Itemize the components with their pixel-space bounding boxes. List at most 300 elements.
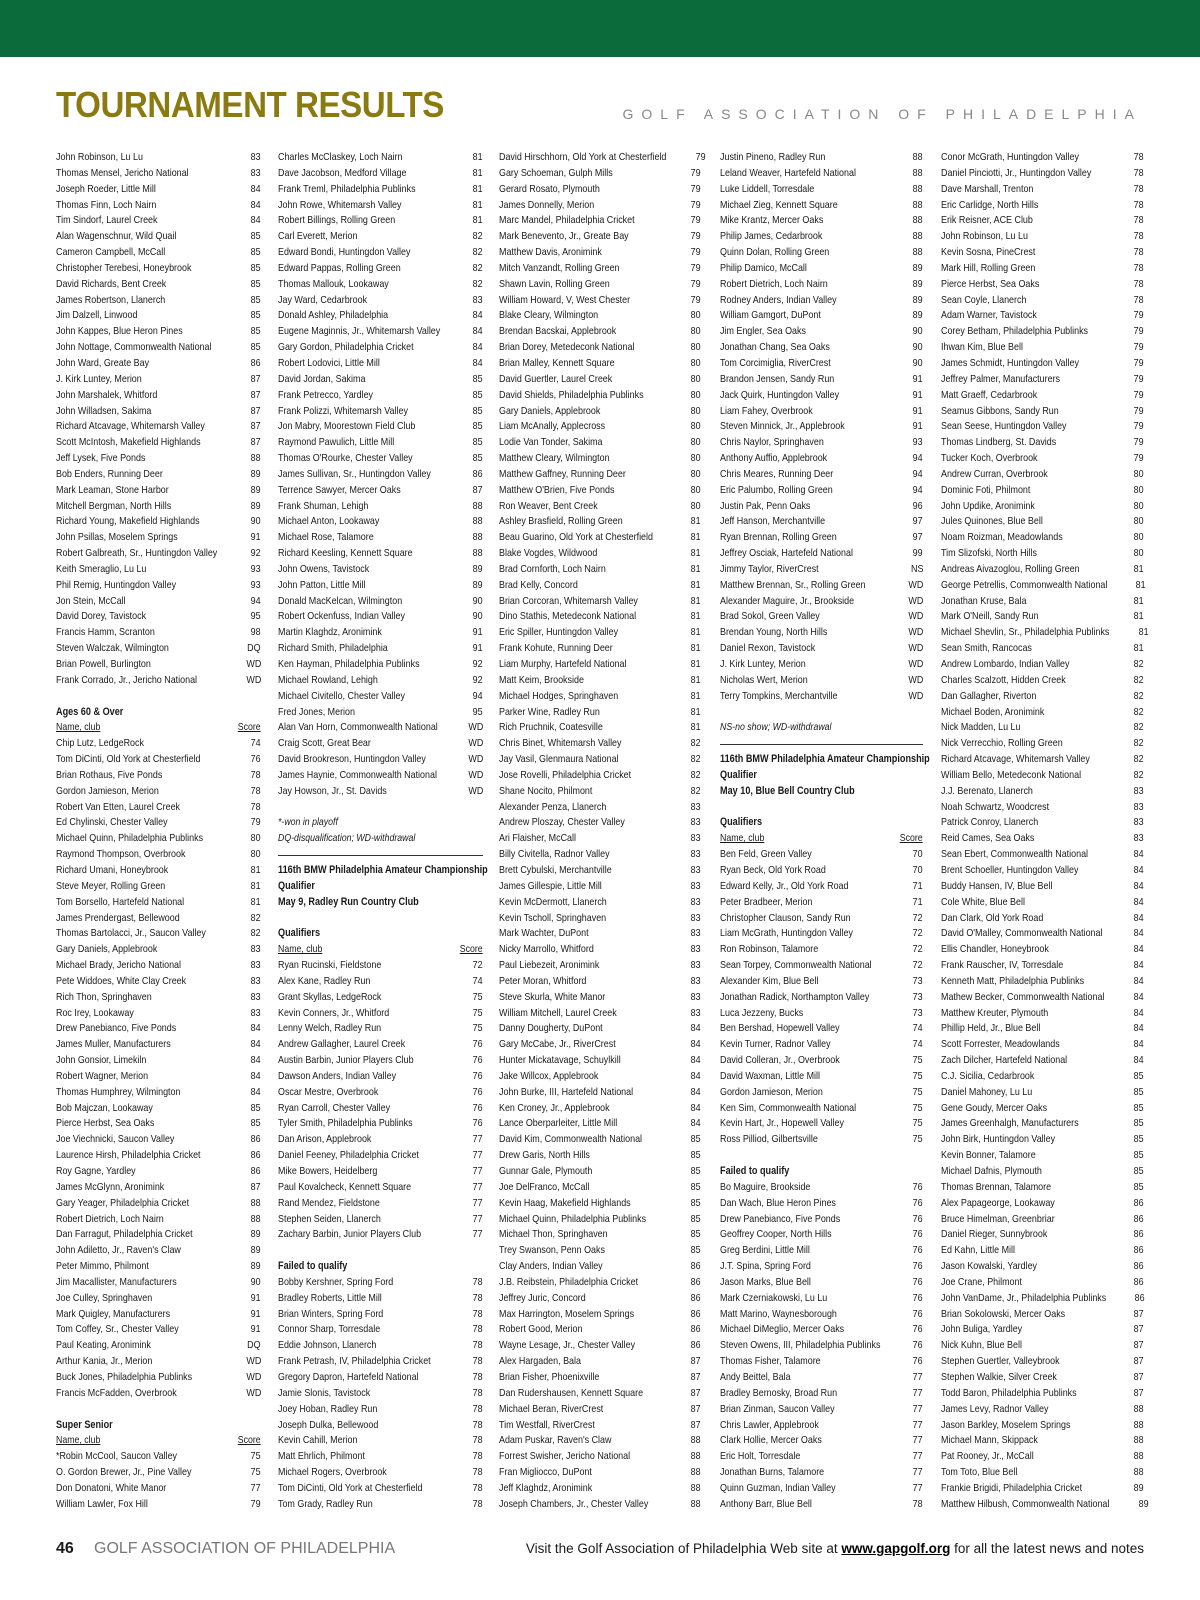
result-row	[278, 1212, 483, 1228]
player-score: 76	[913, 1276, 923, 1288]
result-row	[941, 308, 1144, 324]
player-name-club: Richard Young, Makefield Highlands	[56, 516, 200, 528]
player-score: 89	[251, 1261, 261, 1273]
player-score: 77	[913, 1451, 923, 1463]
player-name-club: Gary Yeager, Philadelphia Cricket	[56, 1197, 190, 1209]
legend-note-text: NS-no show; WD-withdrawal	[720, 722, 832, 734]
player-name-club: Brian Malley, Kennett Square	[499, 357, 615, 369]
result-row	[941, 879, 1144, 895]
player-score: 85	[1134, 1150, 1144, 1162]
result-row	[941, 1227, 1144, 1243]
player-score: 89	[913, 294, 923, 306]
result-row	[499, 752, 701, 768]
result-row	[499, 1259, 701, 1275]
result-row	[278, 784, 483, 800]
results-column-4	[720, 150, 930, 1513]
result-row	[720, 594, 923, 610]
result-row	[499, 625, 701, 641]
results-column-5	[941, 150, 1149, 1513]
player-score: 81	[691, 516, 701, 528]
player-score: 90	[251, 1276, 261, 1288]
player-score: 88	[1134, 1419, 1144, 1431]
column-header	[720, 831, 923, 847]
player-name-club: Thomas Bartolacci, Jr., Saucon Valley	[56, 928, 206, 940]
result-row	[499, 1101, 701, 1117]
result-row	[499, 562, 701, 578]
player-score: 87	[691, 1371, 701, 1383]
player-name-club: Alan Wagenschnur, Wild Quail	[56, 231, 177, 243]
player-score: 78	[1134, 199, 1144, 211]
player-name-club: Mark Quigley, Manufacturers	[56, 1308, 171, 1320]
result-row	[499, 942, 701, 958]
player-score: 72	[913, 912, 923, 924]
result-row	[278, 1465, 483, 1481]
result-row	[720, 673, 923, 689]
player-score: 94	[913, 468, 923, 480]
player-name-club: Jeffrey Osciak, Hartefeld National	[720, 548, 853, 560]
player-name-club: Frank Petrecco, Yardley	[278, 389, 374, 401]
player-name-club: Steven Owens, III, Philadelphia Publinks	[720, 1340, 881, 1352]
player-score: 88	[473, 500, 483, 512]
section-heading	[278, 879, 483, 895]
player-score: 78	[473, 1292, 483, 1304]
player-score: 86	[1134, 1229, 1144, 1241]
player-name-club: Joseph Chambers, Jr., Chester Valley	[499, 1498, 649, 1510]
player-name-club: Beau Guarino, Old York at Chesterfield	[499, 532, 653, 544]
player-score: 83	[691, 896, 701, 908]
player-score: 85	[691, 1181, 701, 1193]
result-row	[56, 166, 261, 182]
player-score: 84	[251, 199, 261, 211]
player-name-club: Brian Winters, Spring Ford	[278, 1308, 384, 1320]
player-name-club: Patrick Conroy, Llanerch	[941, 817, 1039, 829]
player-name-club: Steve Meyer, Rolling Green	[56, 880, 166, 892]
result-row	[720, 1085, 923, 1101]
player-score: 83	[691, 960, 701, 972]
result-row	[720, 213, 923, 229]
player-score: 94	[251, 595, 261, 607]
result-row	[499, 990, 701, 1006]
column-header-score: Score	[460, 944, 483, 956]
result-row	[278, 1402, 483, 1418]
player-name-club: Marc Mandel, Philadelphia Cricket	[499, 215, 635, 227]
player-score: 82	[473, 231, 483, 243]
result-row	[278, 689, 483, 705]
player-name-club: James Sullivan, Sr., Huntingdon Valley	[278, 468, 431, 480]
player-name-club: Jeffrey Palmer, Manufacturers	[941, 373, 1061, 385]
player-score: WD	[908, 674, 923, 686]
player-name-club: Luke Liddell, Torresdale	[720, 183, 815, 195]
result-row	[720, 1116, 923, 1132]
player-score: WD	[468, 754, 483, 766]
result-row	[499, 1037, 701, 1053]
player-score: 76	[473, 1118, 483, 1130]
result-row	[56, 641, 261, 657]
player-name-club: Pierce Herbst, Sea Oaks	[941, 278, 1040, 290]
result-row	[499, 1164, 701, 1180]
player-score: 79	[691, 167, 701, 179]
player-name-club: Mathew Becker, Commonwealth National	[941, 991, 1105, 1003]
player-name-club: Justin Pineno, Radley Run	[720, 152, 826, 163]
player-score: 85	[691, 1213, 701, 1225]
player-name-club: Peter Mimmo, Philmont	[56, 1261, 149, 1273]
player-score: 78	[473, 1419, 483, 1431]
player-score: 88	[913, 231, 923, 243]
player-score: 91	[913, 389, 923, 401]
result-row	[720, 514, 923, 530]
player-score: 79	[691, 278, 701, 290]
player-name-club: Jay Howson, Jr., St. Davids	[278, 785, 387, 797]
player-name-club: Sean Ebert, Commonwealth National	[941, 849, 1089, 861]
player-name-club: David Dorey, Tavistock	[56, 611, 147, 623]
result-row	[278, 1322, 483, 1338]
result-row	[278, 340, 483, 356]
player-name-club: Richard Keesling, Kennett Square	[278, 548, 413, 560]
website-link[interactable]: www.gapgolf.org	[841, 1541, 951, 1556]
player-score: 78	[1134, 231, 1144, 243]
player-name-club: Andy Beittel, Bala	[720, 1371, 791, 1383]
player-score: 88	[473, 516, 483, 528]
result-row	[56, 451, 261, 467]
player-name-club: Jim Dalzell, Linwood	[56, 310, 138, 322]
result-row	[278, 1291, 483, 1307]
player-score: 79	[1134, 437, 1144, 449]
player-score: 86	[691, 1292, 701, 1304]
player-name-club: Robert Van Etten, Laurel Creek	[56, 801, 181, 813]
result-row	[56, 1101, 261, 1117]
player-name-club: Brian Rothaus, Five Ponds	[56, 769, 163, 781]
result-row	[720, 499, 923, 515]
player-score: 83	[691, 864, 701, 876]
player-score: 81	[473, 167, 483, 179]
result-row	[720, 324, 923, 340]
player-score: 86	[691, 1308, 701, 1320]
result-row	[56, 388, 261, 404]
player-name-club: Dino Stathis, Metedeconk National	[499, 611, 637, 623]
result-row	[720, 1370, 923, 1386]
result-row	[56, 815, 261, 831]
result-row	[56, 752, 261, 768]
player-name-club: Brandon Jensen, Sandy Run	[720, 373, 835, 385]
player-score: NS	[910, 563, 923, 575]
result-row	[56, 1148, 261, 1164]
page-title: TOURNAMENT RESULTS	[56, 84, 444, 125]
player-name-club: Gary Schoeman, Gulph Mills	[499, 167, 613, 179]
player-name-club: Andrew Ploszay, Chester Valley	[499, 817, 625, 829]
result-row	[499, 926, 701, 942]
result-row	[278, 467, 483, 483]
result-row	[720, 277, 923, 293]
page-number: 46	[56, 1540, 74, 1557]
result-row	[499, 1370, 701, 1386]
player-name-club: Clay Anders, Indian Valley	[499, 1261, 603, 1273]
player-score: 77	[913, 1387, 923, 1399]
player-score: 80	[251, 833, 261, 845]
player-name-club: Tom Corcimiglia, RiverCrest	[720, 357, 831, 369]
result-row	[56, 245, 261, 261]
player-name-club: Michael Thon, Springhaven	[499, 1229, 608, 1241]
player-score: 88	[691, 1498, 701, 1510]
result-row	[499, 863, 701, 879]
result-row	[278, 277, 483, 293]
player-name-club: Mike Krantz, Mercer Oaks	[720, 215, 824, 227]
result-row	[56, 340, 261, 356]
player-score: 82	[473, 262, 483, 274]
player-score: 83	[251, 960, 261, 972]
section-heading	[278, 926, 483, 942]
player-score: 92	[473, 659, 483, 670]
result-row	[499, 1116, 701, 1132]
player-name-club: Thomas Mallouk, Lookaway	[278, 278, 389, 290]
result-row	[278, 705, 483, 721]
player-score: 76	[913, 1229, 923, 1241]
player-name-club: Daniel Pinciotti, Jr., Huntingdon Valley	[941, 167, 1092, 179]
result-row	[499, 308, 701, 324]
player-score: 80	[691, 500, 701, 512]
result-row	[720, 293, 923, 309]
player-score: 88	[473, 548, 483, 560]
player-score: 73	[913, 975, 923, 987]
player-score: 84	[1134, 944, 1144, 956]
player-name-club: James Gillespie, Little Mill	[499, 880, 602, 892]
result-row	[278, 150, 483, 166]
result-row	[499, 404, 701, 420]
result-row	[56, 784, 261, 800]
player-score: 76	[473, 1070, 483, 1082]
player-score: 84	[473, 326, 483, 338]
player-score: WD	[246, 674, 261, 686]
player-score: 81	[1134, 611, 1144, 623]
player-score: 84	[1134, 960, 1144, 972]
result-row	[56, 1307, 261, 1323]
player-score: 84	[691, 1039, 701, 1051]
player-score: 85	[1134, 1181, 1144, 1193]
player-name-club: Joe Culley, Springhaven	[56, 1292, 153, 1304]
player-score: 76	[473, 1102, 483, 1114]
result-row	[499, 768, 701, 784]
player-score: 86	[1134, 1197, 1144, 1209]
player-score: 80	[691, 453, 701, 465]
result-row	[941, 1307, 1144, 1323]
result-row	[56, 1465, 261, 1481]
footer-visit-text	[526, 1541, 1144, 1556]
result-row	[278, 182, 483, 198]
result-row	[941, 974, 1144, 990]
player-name-club: Robert Galbreath, Sr., Huntingdon Valley	[56, 548, 218, 560]
player-name-club: William Lawler, Fox Hill	[56, 1498, 148, 1510]
player-name-club: Dan Rudershausen, Kennett Square	[499, 1387, 644, 1399]
player-score: 75	[913, 1102, 923, 1114]
result-row	[941, 1449, 1144, 1465]
section-heading	[720, 768, 923, 784]
player-name-club: Brian Dorey, Metedeconk National	[499, 342, 635, 354]
player-score: 82	[1134, 769, 1144, 781]
player-name-club: Steven Walczak, Wilmington	[56, 643, 169, 655]
player-name-club: John Marshalek, Whitford	[56, 389, 158, 401]
player-name-club: David O'Malley, Commonwealth National	[941, 928, 1103, 940]
result-row	[56, 150, 261, 166]
result-row	[278, 1418, 483, 1434]
player-name-club: Nicky Marrollo, Whitford	[499, 944, 594, 956]
player-name-club: Ken Hayman, Philadelphia Publinks	[278, 659, 420, 670]
player-name-club: Parker Wine, Radley Run	[499, 706, 600, 718]
result-row	[941, 388, 1144, 404]
result-row	[278, 419, 483, 435]
result-row	[499, 372, 701, 388]
section-heading-text: 116th BMW Philadelphia Amateur Championship	[278, 863, 488, 876]
player-score: 76	[913, 1181, 923, 1193]
result-row	[720, 261, 923, 277]
result-row	[499, 1449, 701, 1465]
result-row	[720, 404, 923, 420]
player-name-club: Jim Engler, Sea Oaks	[720, 326, 806, 338]
result-row	[720, 372, 923, 388]
result-row	[941, 1433, 1144, 1449]
result-row	[278, 166, 483, 182]
player-name-club: Paul Kovalcheck, Kennett Square	[278, 1181, 412, 1193]
player-score: 82	[1134, 738, 1144, 750]
result-row	[720, 1180, 923, 1196]
player-score: 81	[251, 896, 261, 908]
player-score: 80	[691, 437, 701, 449]
player-name-club: Donald MacKelcan, Wilmington	[278, 595, 403, 607]
player-name-club: Nick Kuhn, Blue Bell	[941, 1340, 1022, 1352]
result-row	[720, 1465, 923, 1481]
player-name-club: Eugene Maginnis, Jr., Whitemarsh Valley	[278, 326, 441, 338]
player-score: 82	[251, 912, 261, 924]
player-name-club: Bradley Bernosky, Broad Run	[720, 1387, 838, 1399]
result-row	[941, 1275, 1144, 1291]
result-row	[278, 1132, 483, 1148]
player-score: 79	[691, 231, 701, 243]
player-score: 87	[1134, 1356, 1144, 1368]
result-row	[56, 1338, 261, 1354]
player-score: 90	[913, 326, 923, 338]
player-score: 76	[251, 754, 261, 766]
player-score: 79	[691, 183, 701, 195]
player-name-club: Brian Fisher, Phoenixville	[499, 1371, 600, 1383]
player-score: 84	[473, 310, 483, 322]
result-row	[941, 673, 1144, 689]
player-score: 79	[1134, 310, 1144, 322]
section-heading-text: May 10, Blue Bell Country Club	[720, 784, 855, 797]
result-row	[941, 1354, 1144, 1370]
section-heading	[278, 863, 488, 879]
player-name-club: Mitch Vanzandt, Rolling Green	[499, 262, 620, 274]
player-score: 76	[913, 1245, 923, 1257]
player-name-club: Kevin Sosna, PineCrest	[941, 247, 1036, 259]
player-score: 75	[251, 1451, 261, 1463]
player-score: 85	[1134, 1086, 1144, 1098]
player-score: 88	[913, 215, 923, 227]
player-score: 75	[913, 1055, 923, 1067]
player-score: 77	[913, 1371, 923, 1383]
result-row	[56, 1164, 261, 1180]
column-header-name: Name, club	[56, 1435, 101, 1447]
player-name-club: Ryan Beck, Old York Road	[720, 864, 826, 876]
player-name-club: Tom DiCinti, Old York at Chesterfield	[56, 754, 201, 766]
result-row	[941, 784, 1144, 800]
player-name-club: Daniel Rexon, Tavistock	[720, 643, 816, 655]
result-row	[278, 261, 483, 277]
result-row	[720, 435, 923, 451]
player-name-club: Shawn Lavin, Rolling Green	[499, 278, 610, 290]
result-row	[56, 1370, 261, 1386]
player-score: 84	[1134, 849, 1144, 861]
player-score: 89	[251, 484, 261, 496]
result-row	[941, 1402, 1144, 1418]
player-name-club: Joseph Dulka, Bellewood	[278, 1419, 379, 1431]
player-name-club: John Owens, Tavistock	[278, 563, 370, 575]
page-footer	[56, 1540, 1144, 1564]
player-score: 77	[473, 1213, 483, 1225]
section-heading	[56, 1418, 261, 1434]
player-score: 83	[691, 912, 701, 924]
result-row	[56, 1497, 261, 1513]
player-score: 82	[1134, 722, 1144, 734]
player-name-club: John Nottage, Commonwealth National	[56, 342, 212, 354]
result-row	[499, 594, 701, 610]
player-score: 89	[251, 500, 261, 512]
result-row	[499, 641, 701, 657]
result-row	[941, 150, 1144, 166]
player-score: 78	[251, 769, 261, 781]
result-row	[941, 641, 1144, 657]
player-score: 79	[1134, 453, 1144, 465]
player-score: 83	[691, 849, 701, 861]
player-name-club: Frank Shuman, Lehigh	[278, 500, 369, 512]
player-name-club: Daniel Rieger, Sunnybrook	[941, 1229, 1048, 1241]
player-name-club: Michael Rose, Talamore	[278, 532, 374, 544]
player-name-club: Philip James, Cedarbrook	[720, 231, 823, 243]
result-row	[499, 198, 701, 214]
player-score: 74	[251, 738, 261, 750]
result-row	[278, 1164, 483, 1180]
player-name-club: Matt Graeff, Cedarbrook	[941, 389, 1038, 401]
result-row	[56, 324, 261, 340]
player-name-club: Joe DelFranco, McCall	[499, 1181, 590, 1193]
player-score: WD	[468, 738, 483, 750]
player-score: 87	[251, 405, 261, 417]
player-score: 85	[251, 247, 261, 259]
result-row	[278, 1069, 483, 1085]
result-row	[499, 1275, 701, 1291]
result-row	[56, 530, 261, 546]
player-name-club: Gary McCabe, Jr., RiverCrest	[499, 1039, 616, 1051]
footer-visit-pre: Visit the Golf Association of Philadelphia Web site at	[525, 1541, 838, 1556]
player-score: 86	[1134, 1261, 1144, 1273]
player-score: 83	[251, 1007, 261, 1019]
result-row	[941, 1481, 1144, 1497]
player-score: 75	[473, 991, 483, 1003]
player-name-club: Reid Cames, Sea Oaks	[941, 833, 1035, 845]
player-score: 74	[473, 975, 483, 987]
player-score: 80	[691, 373, 701, 385]
player-score: 80	[691, 342, 701, 354]
spacer	[56, 689, 261, 705]
player-name-club: Michael Dafnis, Plymouth	[941, 1166, 1042, 1177]
player-name-club: Michael Quinn, Philadelphia Publinks	[56, 833, 204, 845]
result-row	[499, 261, 701, 277]
player-name-club: Kevin Turner, Radnor Valley	[720, 1039, 831, 1051]
player-name-club: Phillip Held, Jr., Blue Bell	[941, 1023, 1041, 1035]
player-score: 85	[473, 373, 483, 385]
player-name-club: Tom Toto, Blue Bell	[941, 1467, 1018, 1479]
player-name-club: Daniel Mahoney, Lu Lu	[941, 1086, 1033, 1098]
player-score: 87	[1134, 1308, 1144, 1320]
result-row	[720, 1386, 923, 1402]
player-name-club: Dan Gallagher, Riverton	[941, 690, 1037, 702]
